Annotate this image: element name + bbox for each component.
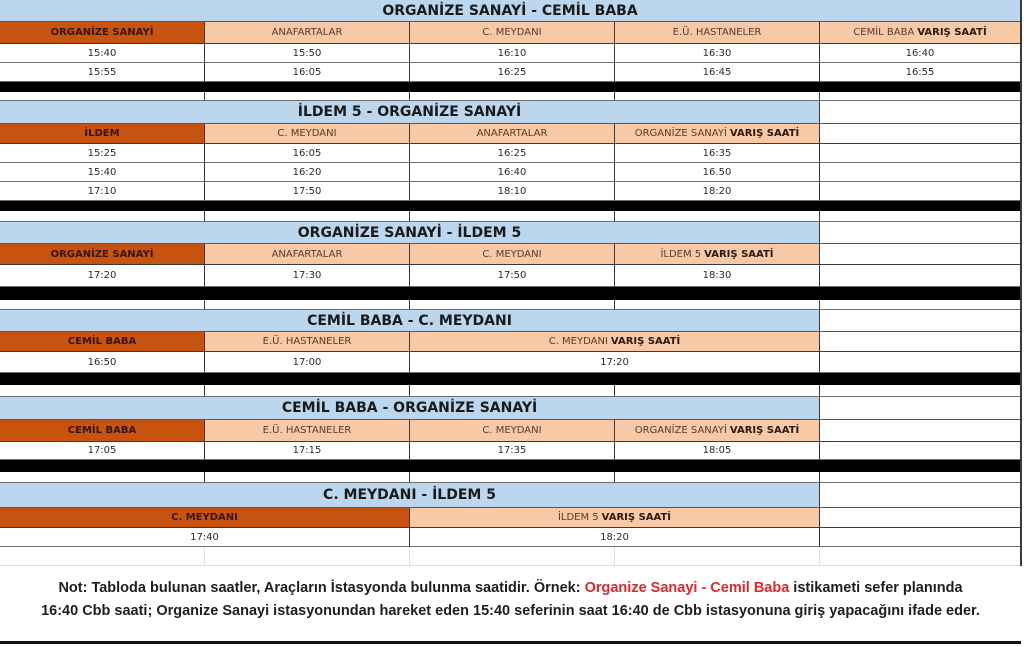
table-title: C. MEYDANI - İLDEM 5 (0, 483, 820, 508)
table-6-title-row (0, 483, 1021, 508)
footnote (0, 566, 1021, 644)
column-header: ANAFARTALAR (410, 124, 615, 144)
table-title: CEMİL BABA - ORGANİZE SANAYİ (0, 397, 820, 420)
empty-cell (205, 472, 410, 483)
empty-cell (820, 163, 1021, 182)
empty-cell (820, 92, 1021, 101)
column-header: E.Ü. HASTANELER (205, 420, 410, 442)
empty-cell (820, 442, 1021, 460)
time-cell: 17:35 (410, 442, 615, 460)
time-cell: 17:30 (205, 265, 410, 287)
time-cell: 16:55 (820, 63, 1021, 82)
table-6-header-row (0, 508, 1021, 528)
time-cell: 16:05 (205, 63, 410, 82)
time-cell: 16:45 (615, 63, 820, 82)
empty-cell (410, 472, 615, 483)
spacer-row (0, 547, 1021, 566)
empty-cell (205, 300, 410, 310)
time-cell: 18:20 (410, 528, 820, 547)
time-cell: 18:10 (410, 182, 615, 201)
time-cell: 16:50 (0, 352, 205, 373)
empty-cell (820, 300, 1021, 310)
separator-bar (0, 373, 1021, 385)
empty-cell (410, 211, 615, 222)
footnote-highlight: Organize Sanayi - Cemil Baba (584, 580, 790, 596)
separator-bar (0, 287, 1021, 300)
column-header: ORGANİZE SANAYİ VARIŞ SAATİ (615, 124, 820, 144)
column-header: C. MEYDANI (0, 508, 410, 528)
time-cell: 16:05 (205, 144, 410, 163)
table-2-title-row (0, 101, 1021, 124)
table-1-title-row (0, 0, 1021, 22)
table-row (0, 528, 1021, 547)
table-row (0, 44, 1021, 63)
spacer-row (0, 385, 1021, 397)
empty-cell (820, 244, 1021, 265)
table-row (0, 163, 1021, 182)
column-header: E.Ü. HASTANELER (205, 332, 410, 352)
column-header: CEMİL BABA VARIŞ SAATİ (820, 22, 1021, 44)
column-header: ANAFARTALAR (205, 22, 410, 44)
column-header: C. MEYDANI (410, 22, 615, 44)
empty-cell (820, 385, 1021, 397)
spacer-row (0, 92, 1021, 101)
table-5-header-row (0, 420, 1021, 442)
empty-cell (615, 300, 820, 310)
empty-cell (0, 385, 205, 397)
footnote-text: istikameti sefer planında (789, 580, 963, 596)
empty-cell (820, 101, 1021, 124)
spacer-row (0, 300, 1021, 310)
empty-cell (820, 211, 1021, 222)
table-4-title-row (0, 310, 1021, 332)
time-cell: 16.50 (615, 163, 820, 182)
time-cell: 15:40 (0, 44, 205, 63)
time-cell: 16:20 (205, 163, 410, 182)
column-header: E.Ü. HASTANELER (615, 22, 820, 44)
time-cell: 17:20 (0, 265, 205, 287)
table-row (0, 144, 1021, 163)
table-row (0, 442, 1021, 460)
table-5-title-row (0, 397, 1021, 420)
column-header: C. MEYDANI (410, 244, 615, 265)
time-cell: 18:20 (615, 182, 820, 201)
column-header: ANAFARTALAR (205, 244, 410, 265)
table-1-header-row (0, 22, 1021, 44)
column-header: C. MEYDANI (205, 124, 410, 144)
empty-cell (820, 547, 1021, 566)
time-cell: 17:00 (205, 352, 410, 373)
table-4-header-row (0, 332, 1021, 352)
empty-cell (0, 300, 205, 310)
empty-cell (410, 385, 615, 397)
footnote-line-2: 16:40 Cbb saati; Organize Sanayi istasyonundan hareket eden 15:40 seferinin saat 16:40 de Cbb istasyonuna giriş yapacağını ifade eder. (41, 603, 980, 619)
empty-cell (820, 222, 1021, 244)
empty-cell (205, 92, 410, 101)
column-header: CEMİL BABA (0, 420, 205, 442)
time-cell: 17:10 (0, 182, 205, 201)
time-cell: 17:15 (205, 442, 410, 460)
table-title: CEMİL BABA - C. MEYDANI (0, 310, 820, 332)
empty-cell (820, 508, 1021, 528)
empty-cell (820, 352, 1021, 373)
time-cell: 15:50 (205, 44, 410, 63)
time-cell: 15:25 (0, 144, 205, 163)
empty-cell (410, 300, 615, 310)
time-cell: 16:30 (615, 44, 820, 63)
empty-cell (410, 92, 615, 101)
separator-bar (0, 82, 1021, 92)
time-cell: 18:05 (615, 442, 820, 460)
empty-cell (0, 547, 205, 566)
empty-cell (615, 211, 820, 222)
time-cell: 17:40 (0, 528, 410, 547)
empty-cell (820, 124, 1021, 144)
separator-bar (0, 460, 1021, 472)
empty-cell (615, 472, 820, 483)
table-title: İLDEM 5 - ORGANİZE SANAYİ (0, 101, 820, 124)
empty-cell (615, 385, 820, 397)
time-cell: 16:25 (410, 63, 615, 82)
time-cell: 17:50 (205, 182, 410, 201)
time-cell: 15:55 (0, 63, 205, 82)
column-header: İLDEM (0, 124, 205, 144)
column-header: İLDEM 5 VARIŞ SAATİ (615, 244, 820, 265)
empty-cell (0, 472, 205, 483)
empty-cell (820, 310, 1021, 332)
table-row (0, 63, 1021, 82)
spacer-row (0, 211, 1021, 222)
time-cell: 17:20 (410, 352, 820, 373)
time-cell: 16:10 (410, 44, 615, 63)
empty-cell (205, 547, 410, 566)
column-header: C. MEYDANI VARIŞ SAATİ (410, 332, 820, 352)
time-cell: 16:35 (615, 144, 820, 163)
empty-cell (410, 547, 615, 566)
column-header: ORGANİZE SANAYİ (0, 22, 205, 44)
time-cell: 16:25 (410, 144, 615, 163)
time-cell: 16:40 (410, 163, 615, 182)
time-cell: 15:40 (0, 163, 205, 182)
table-title: ORGANİZE SANAYİ - İLDEM 5 (0, 222, 820, 244)
footnote-text: Not: Tabloda bulunan saatler, Araçların İstasyonda bulunma saatidir. Örnek: (58, 580, 585, 596)
empty-cell (615, 547, 820, 566)
table-title: ORGANİZE SANAYİ - CEMİL BABA (0, 0, 1021, 22)
column-header: ORGANİZE SANAYİ VARIŞ SAATİ (615, 420, 820, 442)
empty-cell (615, 92, 820, 101)
empty-cell (820, 420, 1021, 442)
empty-cell (820, 332, 1021, 352)
empty-cell (820, 144, 1021, 163)
empty-cell (820, 182, 1021, 201)
empty-cell (820, 483, 1021, 508)
footnote-line-1 (0, 577, 1021, 600)
empty-cell (205, 385, 410, 397)
column-header: ORGANİZE SANAYİ (0, 244, 205, 265)
column-header: İLDEM 5 VARIŞ SAATİ (410, 508, 820, 528)
table-3-header-row (0, 244, 1021, 265)
empty-cell (0, 211, 205, 222)
table-3-title-row (0, 222, 1021, 244)
empty-cell (820, 397, 1021, 420)
table-row (0, 182, 1021, 201)
table-row (0, 265, 1021, 287)
empty-cell (205, 211, 410, 222)
time-cell: 16:40 (820, 44, 1021, 63)
column-header: C. MEYDANI (410, 420, 615, 442)
empty-cell (820, 265, 1021, 287)
table-2-header-row (0, 124, 1021, 144)
empty-cell (0, 92, 205, 101)
time-cell: 18:30 (615, 265, 820, 287)
table-row (0, 352, 1021, 373)
empty-cell (820, 528, 1021, 547)
right-border (1020, 0, 1022, 566)
empty-cell (820, 472, 1021, 483)
spacer-row (0, 472, 1021, 483)
column-header: CEMİL BABA (0, 332, 205, 352)
time-cell: 17:50 (410, 265, 615, 287)
separator-bar (0, 201, 1021, 211)
time-cell: 17:05 (0, 442, 205, 460)
